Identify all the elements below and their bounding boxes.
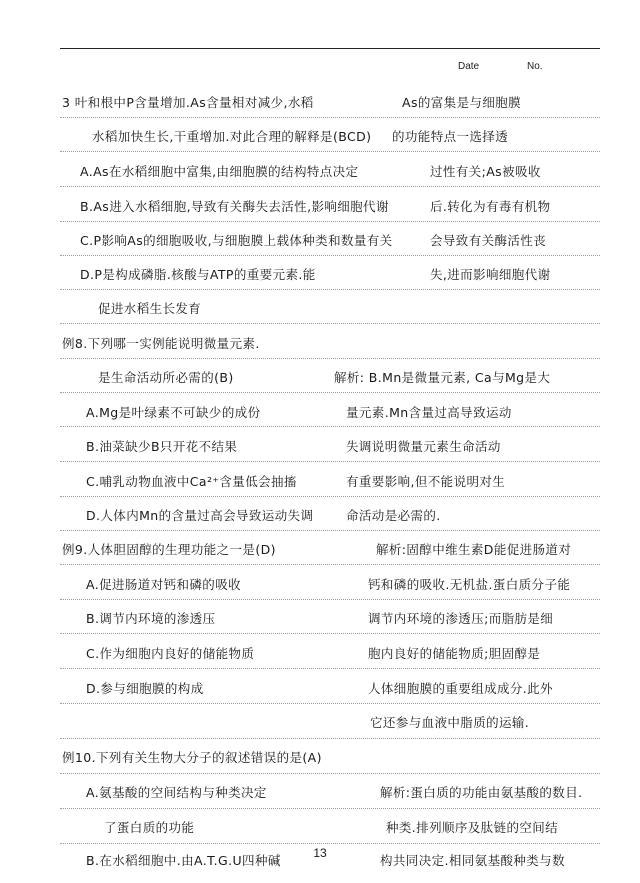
page-number: 13	[313, 846, 327, 860]
note-line-left-text: A.促进肠道对钙和磷的吸收	[86, 577, 242, 592]
note-line-left-text: 了蛋白质的功能	[104, 820, 195, 835]
note-line-left-text: A.As在水稻细胞中富集,由细胞膜的结构特点决定	[80, 164, 359, 179]
note-line	[0, 233, 640, 263]
note-line-left-text: D.人体内Mn的含量过高会导致运动失调	[86, 508, 314, 523]
note-line-left-text: C.哺乳动物血液中Ca²⁺含量低会抽搐	[86, 474, 297, 489]
note-line-right-text: 有重要影响,但不能说明对生	[346, 474, 506, 489]
note-line-right-text: 的功能特点一选择透	[392, 129, 509, 144]
note-line	[0, 508, 640, 538]
note-line-right-text: 调节内环境的渗透压;而脂肪是细	[368, 611, 554, 626]
note-line-left-text: 是生命活动所必需的(B)	[98, 370, 234, 385]
note-line-left-text: 例9.人体胆固醇的生理功能之一是(D)	[62, 542, 276, 557]
note-line-right-text: 它还参与血液中脂质的运输.	[370, 715, 530, 730]
note-line-right-text: 失,进而影响细胞代谢	[430, 267, 551, 282]
note-line-right-text: 过性有关;As被吸收	[430, 164, 541, 179]
note-line	[0, 681, 640, 711]
note-line-left-text: A.Mg是叶绿素不可缺少的成份	[86, 405, 261, 420]
note-line	[0, 301, 640, 331]
note-line-right-text: 失调说明微量元素生命活动	[346, 439, 501, 454]
note-line-left-text: 促进水稻生长发育	[98, 301, 202, 316]
note-line	[0, 336, 640, 366]
note-line-right-text: 构共同决定.相同氨基酸种类与数	[380, 853, 565, 868]
note-line	[0, 611, 640, 641]
note-line-right-text: 解析: B.Mn是微量元素, Ca与Mg是大	[334, 370, 551, 385]
number-label: No.	[527, 61, 543, 72]
note-line-right-text: 钙和磷的吸收.无机盐.蛋白质分子能	[368, 577, 571, 592]
note-line-right-text: As的富集是与细胞膜	[402, 95, 522, 110]
note-line-left-text: D.参与细胞膜的构成	[86, 681, 204, 696]
note-line	[0, 370, 640, 400]
note-line	[0, 439, 640, 469]
note-line-right-text: 解析:固醇中维生素D能促进肠道对	[376, 542, 572, 557]
note-line	[0, 164, 640, 194]
note-line-left-text: 例8.下列哪一实例能说明微量元素.	[62, 336, 260, 351]
note-line	[0, 785, 640, 815]
note-line-left-text: C.作为细胞内良好的储能物质	[86, 646, 255, 661]
note-line-right-text: 后.转化为有毒有机物	[430, 199, 551, 214]
note-line-left-text: 水稻加快生长,干重增加.对此合理的解释是(BCD)	[92, 129, 372, 144]
note-line	[0, 577, 640, 607]
note-line	[0, 715, 640, 745]
note-line	[0, 474, 640, 504]
note-line-right-text: 命活动是必需的.	[346, 508, 441, 523]
note-line-left-text: C.P影响As的细胞吸收,与细胞膜上载体种类和数量有关	[80, 233, 393, 248]
note-line-left-text: A.氨基酸的空间结构与种类决定	[86, 785, 267, 800]
note-line-right-text: 人体细胞膜的重要组成成分.此外	[368, 681, 553, 696]
note-line-left-text: B.As进入水稻细胞,导致有关酶失去活性,影响细胞代谢	[80, 199, 389, 214]
note-line	[0, 646, 640, 676]
note-line-left-text: B.油菜缺少B只开花不结果	[86, 439, 238, 454]
note-line	[0, 405, 640, 435]
note-line-right-text: 会导致有关酶活性丧	[430, 233, 547, 248]
note-line-right-text: 种类.排列顺序及肽链的空间结	[386, 820, 559, 835]
note-line-left-text: B.在水稻细胞中.由A.T.G.U四种碱	[86, 853, 281, 868]
note-line	[0, 542, 640, 572]
note-line-right-text: 解析:蛋白质的功能由氨基酸的数目.	[380, 785, 583, 800]
note-line	[0, 95, 640, 125]
note-line-left-text: 例10.下列有关生物大分子的叙述错误的是(A)	[62, 750, 322, 765]
note-line	[0, 267, 640, 297]
date-label: Date	[458, 61, 480, 72]
note-line-left-text: D.P是构成磷脂.核酸与ATP的重要元素.能	[80, 267, 316, 282]
note-line-left-text: B.调节内环境的渗透压	[86, 611, 216, 626]
note-line	[0, 129, 640, 159]
note-line-right-text: 胞内良好的储能物质;胆固醇是	[368, 646, 541, 661]
note-line	[0, 750, 640, 780]
note-line	[0, 199, 640, 229]
note-line-right-text: 量元素.Mn含量过高导致运动	[346, 405, 512, 420]
note-line-left-text: 3 叶和根中P含量增加.As含量相对减少,水稻	[62, 95, 314, 110]
